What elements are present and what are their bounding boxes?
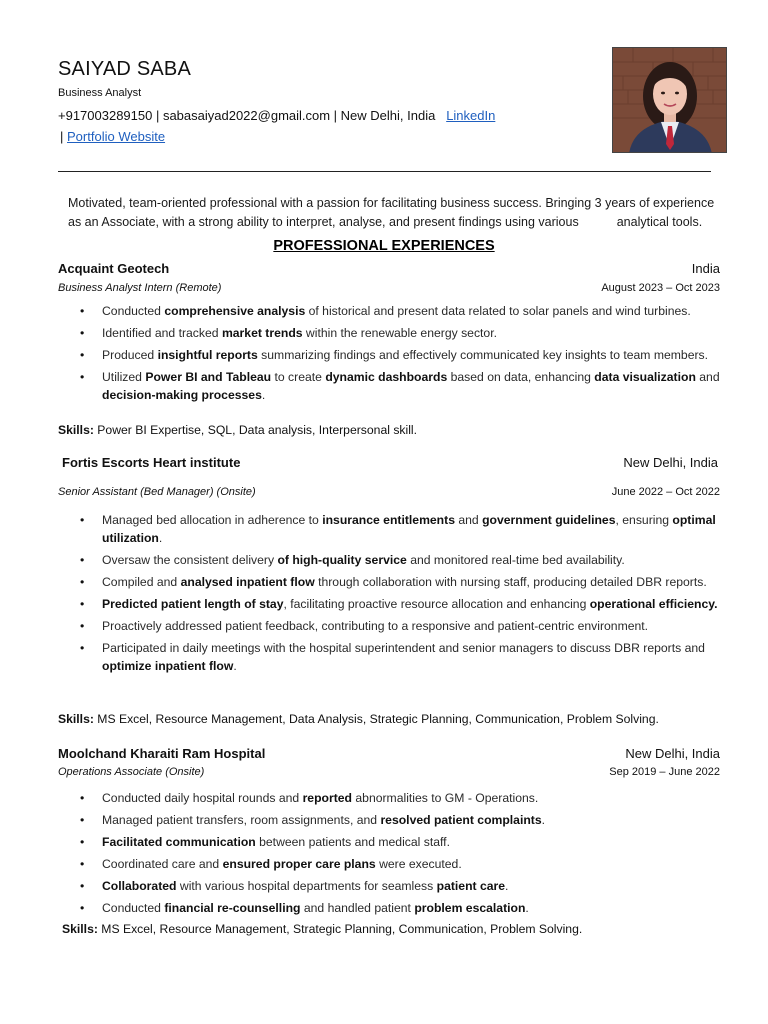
bullet-text: . — [525, 901, 529, 915]
bullet-text: summarizing findings and effectively communicated key insights to team members. — [257, 348, 709, 362]
contact-separator: | — [60, 129, 64, 144]
bullet-emphasis: ensured proper care plans — [222, 857, 376, 871]
bullet-emphasis: resolved patient complaints — [380, 813, 542, 827]
bullet-text: based on data, enhancing — [447, 370, 595, 384]
job-company: Fortis Escorts Heart institute — [62, 455, 241, 470]
section-title-experience: PROFESSIONAL EXPERIENCES — [273, 238, 495, 254]
bullet-emphasis: insurance entitlements — [322, 513, 455, 527]
bullet-text: , facilitating proactive resource allocation and enhancing — [283, 597, 590, 611]
bullet-text: between patients and medical staff. — [255, 835, 450, 849]
bullet-emphasis: analysed inpatient flow — [180, 575, 315, 589]
bullet-emphasis: optimal utilization — [102, 513, 716, 545]
job-company: Acquaint Geotech — [58, 261, 170, 276]
skills-list: MS Excel, Resource Management, Strategic Planning, Communication, Problem Solving. — [97, 922, 583, 936]
bullet-text: within the renewable energy sector. — [302, 326, 497, 340]
bullet-text: Compiled and — [102, 575, 181, 589]
candidate-name: SAIYAD SABA — [58, 58, 191, 80]
profile-photo — [612, 47, 727, 153]
bullet-text: Proactively addressed patient feedback, contributing to a responsive and patient-centric environment. — [102, 619, 649, 633]
bullet-item — [80, 855, 720, 873]
portfolio-link[interactable]: Portfolio Website — [67, 129, 166, 144]
bullet-emphasis: comprehensive analysis — [164, 304, 306, 318]
bullet-text: . — [505, 879, 509, 893]
bullet-text: of historical and present data related to solar panels and wind turbines. — [305, 304, 691, 318]
bullet-text: and monitored real-time bed availability. — [406, 553, 625, 567]
bullet-item — [80, 595, 720, 613]
bullet-emphasis: market trends — [221, 326, 303, 340]
bullet-emphasis: Facilitated communication — [102, 835, 256, 849]
bullet-emphasis: Power BI and Tableau — [145, 370, 272, 384]
bullet-text: . — [233, 659, 237, 673]
bullet-item — [80, 877, 720, 895]
skills-list: Power BI Expertise, SQL, Data analysis, Interpersonal skill. — [93, 423, 418, 437]
job-bullets — [80, 511, 720, 679]
bullet-text: Produced — [102, 348, 158, 362]
bullet-emphasis: dynamic dashboards — [325, 370, 448, 384]
bullet-text: Managed bed allocation in adherence to — [102, 513, 323, 527]
bullet-emphasis: reported — [302, 791, 352, 805]
job-company: Moolchand Kharaiti Ram Hospital — [58, 746, 266, 761]
bullet-emphasis: data visualization — [594, 370, 696, 384]
bullet-item — [80, 899, 720, 917]
bullet-text: Oversaw the consistent delivery — [102, 553, 278, 567]
bullet-text: Identified and tracked — [102, 326, 222, 340]
bullet-item — [80, 346, 720, 364]
job-skills — [58, 712, 659, 726]
summary-line-2a: as an Associate, with a strong ability to interpret, analyse, and present findings using various — [68, 215, 579, 229]
job-bullets — [80, 302, 720, 408]
bullet-text: . — [541, 813, 546, 827]
professional-summary — [68, 194, 716, 232]
bullet-item — [80, 811, 720, 829]
bullet-item — [80, 368, 720, 404]
skills-list: MS Excel, Resource Management, Data Analysis, Strategic Planning, Communication, Problem Solving. — [93, 712, 659, 726]
bullet-item — [80, 573, 720, 591]
bullet-item — [80, 789, 720, 807]
header-divider — [58, 171, 711, 172]
bullet-emphasis: financial re-counselling — [164, 901, 301, 915]
bullet-text: were executed. — [375, 857, 462, 871]
bullet-emphasis: patient care — [436, 879, 506, 893]
bullet-emphasis: problem escalation — [414, 901, 526, 915]
bullet-text: Coordinated care and — [102, 857, 223, 871]
summary-line-1: Motivated, team-oriented professional with a passion for facilitating business success. Bringing 3 years of experience — [68, 196, 715, 210]
bullet-item — [80, 511, 720, 547]
bullet-text: . — [158, 531, 163, 545]
bullet-emphasis: Collaborated — [102, 879, 177, 893]
bullet-emphasis: optimize inpatient flow — [102, 659, 234, 673]
summary-line-2 — [68, 213, 716, 232]
bullet-item — [80, 551, 720, 569]
bullet-emphasis: insightful reports — [157, 348, 258, 362]
bullet-item — [80, 324, 720, 342]
job-skills — [62, 922, 582, 936]
bullet-item — [80, 639, 720, 675]
bullet-item — [80, 833, 720, 851]
job-dates: June 2022 – Oct 2022 — [611, 486, 720, 498]
bullet-text: abnormalities to GM - Operations. — [352, 791, 539, 805]
bullet-text: Conducted — [102, 304, 165, 318]
job-location: India — [691, 261, 720, 276]
job-location: New Delhi, India — [625, 746, 720, 761]
contact-line — [58, 108, 495, 123]
job-bullets — [80, 789, 720, 921]
profile-photo-illustration — [613, 48, 727, 153]
bullet-text: and handled patient — [300, 901, 415, 915]
bullet-text: , ensuring — [615, 513, 673, 527]
bullet-emphasis: operational efficiency. — [589, 597, 718, 611]
bullet-text: and — [454, 513, 483, 527]
job-role: Operations Associate (Onsite) — [58, 766, 205, 778]
skills-label: Skills: — [58, 423, 94, 437]
contact-line-2 — [60, 129, 165, 144]
skills-label: Skills: — [58, 712, 94, 726]
candidate-role: Business Analyst — [58, 87, 142, 99]
bullet-text: Utilized — [102, 370, 146, 384]
bullet-emphasis: decision-making processes — [102, 388, 262, 402]
bullet-text: . — [261, 388, 266, 402]
job-location: New Delhi, India — [623, 455, 718, 470]
bullet-text: to create — [271, 370, 326, 384]
job-dates: Sep 2019 – June 2022 — [609, 766, 720, 778]
contact-details: +917003289150 | sabasaiyad2022@gmail.com | New Delhi, India — [58, 108, 436, 123]
job-role: Business Analyst Intern (Remote) — [58, 282, 222, 294]
linkedin-link[interactable]: LinkedIn — [446, 108, 496, 123]
skills-label: Skills: — [62, 922, 98, 936]
bullet-emphasis: Predicted patient length of stay — [102, 597, 284, 611]
bullet-text: Conducted — [102, 901, 165, 915]
job-dates: August 2023 – Oct 2023 — [601, 282, 720, 294]
bullet-text: Conducted daily hospital rounds and — [102, 791, 303, 805]
job-skills — [58, 423, 417, 437]
job-role: Senior Assistant (Bed Manager) (Onsite) — [58, 486, 256, 498]
bullet-item — [80, 302, 720, 320]
bullet-emphasis: government guidelines — [482, 513, 616, 527]
bullet-text: Managed patient transfers, room assignments, and — [102, 813, 381, 827]
bullet-emphasis: of high-quality service — [277, 553, 407, 567]
summary-line-2b: analytical tools. — [616, 215, 703, 229]
bullet-item — [80, 617, 720, 635]
bullet-text: Participated in daily meetings with the hospital superintendent and senior managers to discuss DBR reports and — [102, 641, 705, 655]
bullet-text: and — [695, 370, 720, 384]
bullet-text: through collaboration with nursing staff, producing detailed DBR reports. — [314, 575, 707, 589]
bullet-text: with various hospital departments for seamless — [176, 879, 437, 893]
